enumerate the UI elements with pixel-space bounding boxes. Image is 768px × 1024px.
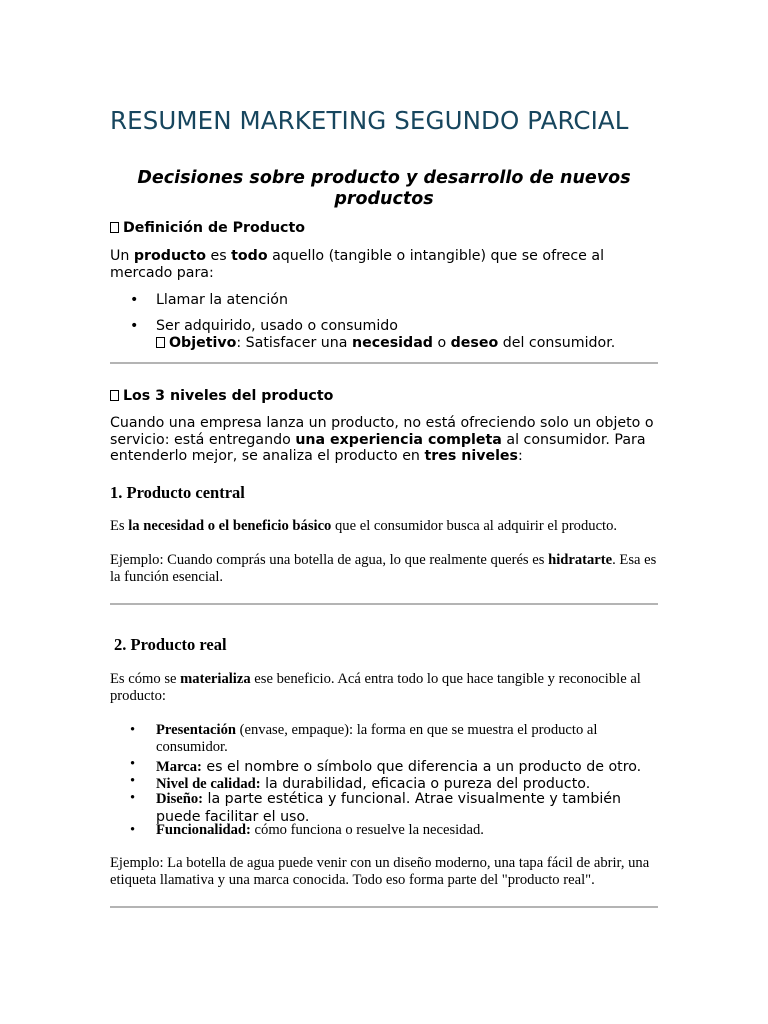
- horizontal-divider: [110, 362, 658, 364]
- item-text: es el nombre o símbolo que diferencia a un producto de otro.: [201, 759, 642, 775]
- bold-text: una experiencia completa: [295, 431, 502, 448]
- horizontal-divider: [110, 906, 658, 908]
- text: Es: [110, 518, 129, 534]
- section-subtitle: Decisiones sobre producto y desarrollo de nuevos productos: [137, 168, 631, 209]
- item-text: la durabilidad, eficacia o pureza del producto.: [260, 776, 591, 792]
- bullet-icon: •: [130, 822, 136, 838]
- bullet-icon: •: [130, 722, 136, 738]
- bold-text: necesidad: [351, 335, 433, 351]
- bullet-icon: •: [130, 790, 136, 806]
- bold-text: producto: [133, 248, 206, 264]
- objective-line: [156, 335, 658, 352]
- text: Cuando una empresa lanza un producto, no está ofreciendo solo un objeto o servicio: está entregando: [110, 415, 654, 448]
- bold-text: la necesidad o el beneficio básico: [128, 518, 332, 534]
- text: es: [206, 248, 232, 264]
- bold-text: hidratarte: [548, 552, 613, 568]
- item-label: Presentación: [156, 722, 236, 738]
- text: al consumidor. Para entenderlo mejor, se analiza el producto en: [110, 431, 646, 464]
- central-example: [110, 552, 658, 586]
- heading-producto-real: 2. Producto real: [114, 635, 227, 654]
- missing-glyph-icon: [110, 222, 119, 233]
- text: del consumidor.: [498, 335, 616, 351]
- bold-text: materializa: [180, 671, 251, 687]
- heading-definicion: [110, 220, 658, 237]
- heading-producto-central: 1. Producto central: [110, 483, 245, 502]
- bullet-icon: •: [130, 292, 139, 308]
- missing-glyph-icon: [156, 337, 165, 348]
- text: Es cómo se: [110, 671, 181, 687]
- bullet-icon: •: [130, 756, 136, 772]
- bold-text: deseo: [450, 335, 499, 351]
- item-text: la parte estética y funcional. Atrae visualmente y también puede facilitar el uso.: [156, 791, 622, 825]
- text: :: [518, 448, 523, 464]
- heading-definicion-text: Definición de Producto: [123, 220, 305, 236]
- text: que el consumidor busca al adquirir el producto.: [331, 518, 618, 534]
- bullet-icon: •: [130, 773, 136, 789]
- text: : Satisfacer una: [236, 335, 352, 351]
- item-text: cómo funciona o resuelve la necesidad.: [250, 822, 484, 838]
- list-item: [156, 822, 658, 839]
- list-item: Llamar la atención: [156, 292, 288, 308]
- page-title: RESUMEN MARKETING SEGUNDO PARCIAL: [110, 106, 629, 135]
- bold-text: todo: [231, 248, 268, 264]
- text: Un: [110, 248, 134, 264]
- definition-paragraph: [110, 248, 658, 281]
- item-label: Diseño:: [156, 791, 204, 807]
- text: aquello (tangible o intangible) que se ofrece al mercado para:: [110, 248, 605, 281]
- real-paragraph: [110, 671, 658, 705]
- list-item: Ser adquirido, usado o consumido: [156, 318, 398, 334]
- list-item: [156, 790, 658, 826]
- item-label: Nivel de calidad:: [156, 776, 261, 792]
- heading-niveles: [110, 388, 658, 405]
- text: o: [432, 335, 451, 351]
- text: Ejemplo: Cuando comprás una botella de agua, lo que realmente querés es: [110, 552, 549, 568]
- bold-text: tres niveles: [424, 448, 519, 464]
- niveles-paragraph: [110, 415, 658, 465]
- item-label: Funcionalidad:: [156, 822, 251, 838]
- bullet-icon: •: [130, 318, 139, 334]
- missing-glyph-icon: [110, 390, 119, 401]
- central-paragraph: [110, 518, 658, 535]
- text: . Esa es la función esencial.: [110, 552, 657, 585]
- item-label: Marca:: [156, 759, 202, 775]
- horizontal-divider: [110, 603, 658, 605]
- list-item: [156, 722, 658, 756]
- real-example: Ejemplo: La botella de agua puede venir con un diseño moderno, una tapa fácil de abrir, una etiqueta llamativa y una marca conocida. Todo eso forma parte del "producto real".: [110, 855, 650, 888]
- item-text: (envase, empaque): la forma en que se muestra el producto al consumidor.: [156, 722, 598, 755]
- heading-niveles-text: Los 3 niveles del producto: [123, 388, 334, 404]
- text: ese beneficio. Acá entra todo lo que hace tangible y reconocible al producto:: [110, 671, 641, 704]
- bold-text: Objetivo: [169, 335, 237, 351]
